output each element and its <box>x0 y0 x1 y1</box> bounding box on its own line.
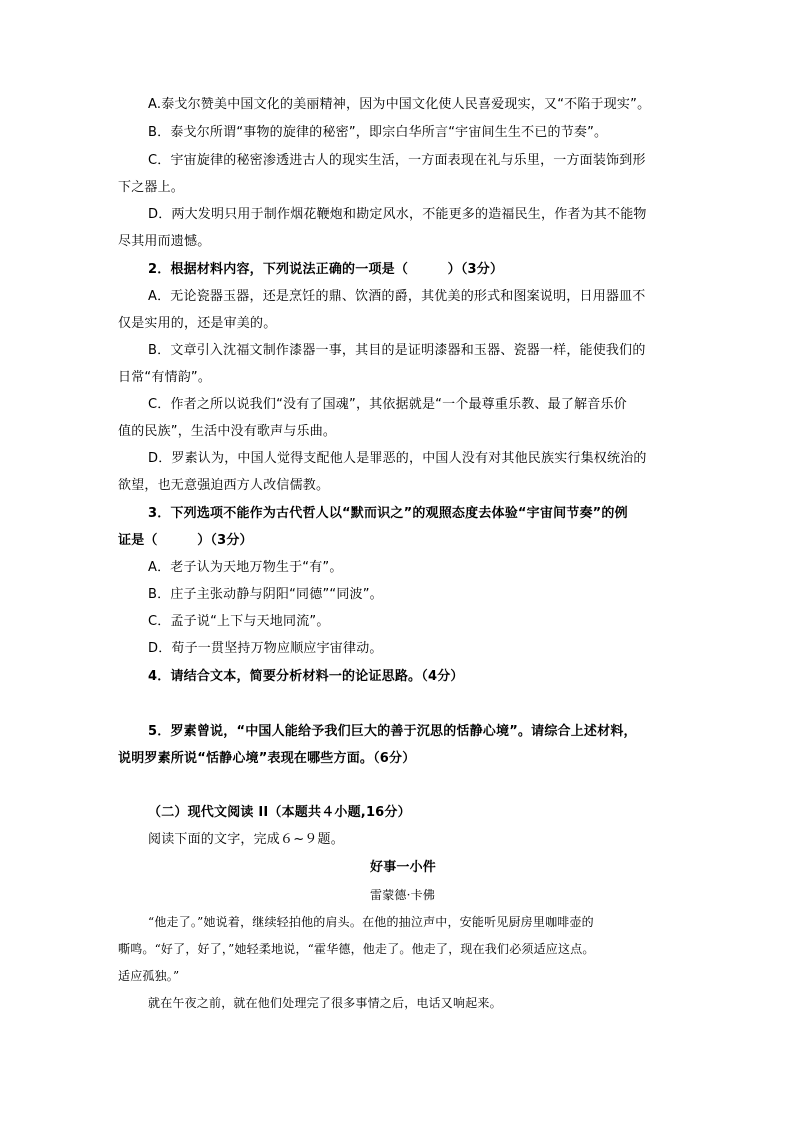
q4-stem: 4．请结合文本，简要分析材料一的论证思路。（4分） <box>148 669 464 684</box>
q1-option-d-line2: 尽其用而遗憾。 <box>118 234 211 249</box>
story-paragraph1-line2: 嘶鸣。“好了，好了，”她轻柔地说，“霍华德，他走了。他走了，现在我们必须适应这点。 <box>118 942 595 956</box>
q2-option-c-line2: 值的民族”，生活中没有歌声与乐曲。 <box>118 424 337 439</box>
q2-option-b-line1: B．文章引入沈福文制作漆器一事，其目的是证明漆器和玉器、瓷器一样，能使我们的 <box>148 343 646 358</box>
story-title: 好事一小件 <box>370 860 437 875</box>
q3-option-a: A．老子认为天地万物生于“有”。 <box>148 560 343 575</box>
story-paragraph2: 就在午夜之前，就在他们处理完了很多事情之后，电话又响起来。 <box>148 996 502 1010</box>
q1-option-d-line1: D．两大发明只用于制作烟花鞭炮和勘定风水，不能更多的造福民生，作者为其不能物 <box>148 207 647 222</box>
story-author: 雷蒙德·卡佛 <box>370 888 436 902</box>
story-paragraph1-line3: 适应孤独。” <box>118 969 180 983</box>
q2-option-d-line2: 欲望，也无意强迫西方人改信儒教。 <box>118 478 330 493</box>
q2-option-d-line1: D．罗素认为，中国人觉得支配他人是罪恶的，中国人没有对其他民族实行集权统治的 <box>148 451 647 466</box>
section2-instruction: 阅读下面的文字，完成６~９题。 <box>148 832 344 847</box>
q2-stem: 2．根据材料内容，下列说法正确的一项是（ ）（3分） <box>148 262 504 277</box>
q3-option-b: B．庄子主张动静与阴阳“同德”“同波”。 <box>148 587 383 602</box>
q3-option-c: C．孟子说“上下与天地同流”。 <box>148 614 330 629</box>
q3-stem-line2: 证是（ ）（3分） <box>118 533 253 548</box>
q1-option-c-line1: C．宇宙旋律的秘密渗透进古人的现实生活，一方面表现在礼与乐里，一方面装饰到形 <box>148 153 646 168</box>
q5-stem-line2: 说明罗素所说“恬静心境”表现在哪些方面。（6分） <box>118 751 416 766</box>
story-paragraph1-line1: “他走了。”她说着，继续轻拍他的肩头。在他的抽泣声中，安能听见厨房里咖啡壶的 <box>148 915 594 929</box>
q2-option-c-line1: C．作者之所以说我们“没有了国魂”，其依据就是“一个最尊重乐教、最了解音乐价 <box>148 397 627 412</box>
q2-option-b-line2: 日常“有情韵”。 <box>118 370 212 385</box>
q1-option-b: B．泰戈尔所谓“事物的旋律的秘密”，即宗白华所言“宇宙间生生不已的节奏”。 <box>148 125 608 140</box>
q1-option-a: A.泰戈尔赞美中国文化的美丽精神，因为中国文化使人民喜爱现实，又“不陷于现实”。 <box>148 97 651 112</box>
q2-option-a-line1: A．无论瓷器玉器，还是烹饪的鼎、饮酒的爵，其优美的形式和图案说明，日用器皿不 <box>148 289 646 304</box>
q5-stem-line1: 5．罗素曾说，“中国人能给予我们巨大的善于沉思的恬静心境”。请综合上述材料， <box>148 724 637 739</box>
q3-stem-line1: 3．下列选项不能作为古代哲人以“默而识之”的观照态度去体验“宇宙间节奏”的例 <box>148 506 628 521</box>
section2-heading: （二）现代文阅读 II（本题共４小题,16分） <box>148 805 411 820</box>
q1-option-c-line2: 下之器上。 <box>118 180 185 195</box>
q2-option-a-line2: 仅是实用的，还是审美的。 <box>118 316 277 331</box>
q3-option-d: D．荀子一贯坚持万物应顺应宇宙律动。 <box>148 641 383 656</box>
